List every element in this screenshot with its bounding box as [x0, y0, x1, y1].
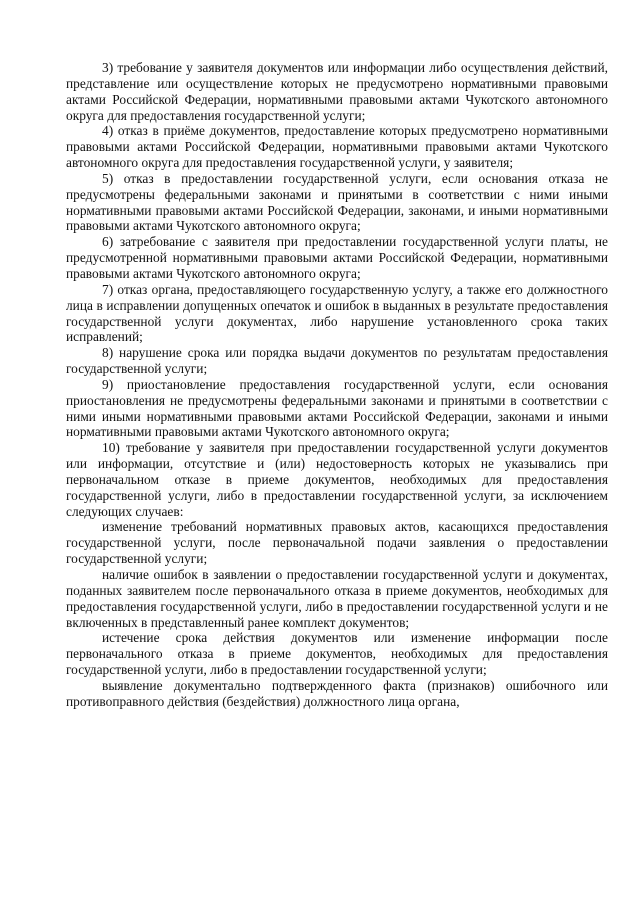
paragraph-item-8: 8) нарушение срока или порядка выдачи документов по результатам предоставления государственной услуги; [66, 345, 608, 377]
paragraph-item-7: 7) отказ органа, предоставляющего государственную услугу, а также его должностного лица в исправлении допущенных опечаток и ошибок в выданных в результате предоставления государственной услуги документах, либо нарушение установленного срока таких исправлений; [66, 281, 608, 345]
paragraph-item-9: 9) приостановление предоставления государственной услуги, если основания приостановления не предусмотрены федеральными законами и принятыми в соответствии с ними иными нормативными правовыми актами Российской Федерации, законами и иными нормативными правовыми актами Чукотского автономного округа; [66, 376, 608, 440]
exception-item-application-errors: наличие ошибок в заявлении о предоставлении государственной услуги и документах, поданных заявителем после первоначального отказа в приеме документов, необходимых для предоставления государственной услуги, либо в предоставлении государственной услуги и не включенных в представленный ранее комплект документов; [66, 567, 608, 630]
exception-item-official-misconduct: выявление документально подтвержденного факта (признаков) ошибочного или противоправного действия (бездействия) должностного лица органа, [66, 677, 608, 709]
exception-item-requirements-change: изменение требований нормативных правовых актов, касающихся предоставления государственной услуги, после первоначальной подачи заявления о предоставлении государственной услуги; [66, 519, 608, 567]
exception-item-document-expiry: истечение срока действия документов или изменение информации после первоначального отказа в приеме документов, необходимых для предоставления государственной услуги, либо в предоставлении государственной услуги; [66, 630, 608, 678]
paragraph-item-3: 3) требование у заявителя документов или информации либо осуществления действий, представление или осуществление которых не предусмотрено нормативными правовыми актами Российской Федерации, нормативными правовыми актами Чукотского автономного округа для предоставления государственной услуги; [66, 60, 608, 123]
paragraph-item-5: 5) отказ в предоставлении государственной услуги, если основания отказа не предусмотрены федеральными законами и принятыми в соответствии с ними иными нормативными правовыми актами Российской Федерации, законами, и иными нормативными правовыми актами Чукотского автономного округа; [66, 170, 608, 234]
paragraph-item-10: 10) требование у заявителя при предоставлении государственной услуги документов или информации, отсутствие и (или) недостоверность которых не указывались при первоначальном отказе в приеме документов, необходимых для предоставления государственной услуги, либо в предоставлении государственной услуги, за исключением следующих случаев: [66, 440, 608, 519]
paragraph-item-6: 6) затребование с заявителя при предоставлении государственной услуги платы, не предусмотренной нормативными правовыми актами Российской Федерации, нормативными правовыми актами Чукотского автономного округа; [66, 234, 608, 281]
paragraph-item-4: 4) отказ в приёме документов, предоставление которых предусмотрено нормативными правовыми актами Российской Федерации, нормативными правовыми актами Чукотского автономного округа для предоставления государственной услуги, у заявителя; [66, 123, 608, 171]
document-page [66, 60, 608, 710]
